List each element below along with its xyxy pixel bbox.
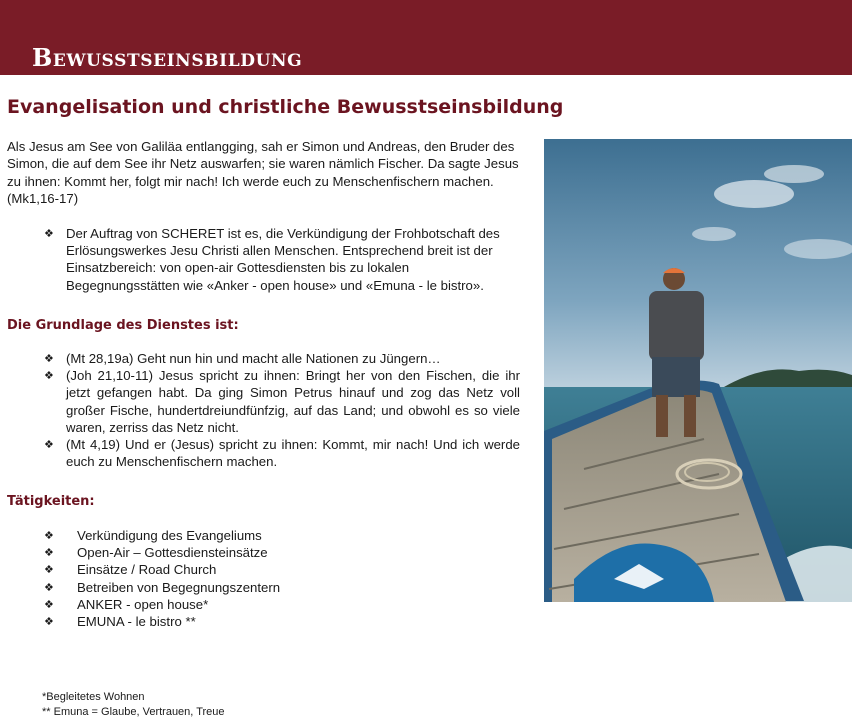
activity-item-text: ANKER - open house* <box>77 596 209 612</box>
diamond-bullet-icon: ❖ <box>44 597 54 611</box>
foundation-item-text: (Mt 28,19a) Geht nun hin und macht alle Nationen zu Jüngern… <box>66 351 441 366</box>
diamond-bullet-icon: ❖ <box>44 227 54 240</box>
diamond-bullet-icon: ❖ <box>44 438 54 452</box>
diamond-bullet-icon: ❖ <box>44 580 54 594</box>
list-item <box>44 225 518 294</box>
activity-item-text: Betreiben von Begegnungszentern <box>77 579 281 595</box>
list-item <box>44 367 520 436</box>
page-title: Evangelisation und christliche Bewusstseinsbildung <box>7 96 564 118</box>
activities-heading: Tätigkeiten: <box>7 494 95 509</box>
mission-item-text: Der Auftrag von SCHERET ist es, die Verkündigung der Frohbotschaft des Erlösungswerkes Jesu Christi allen Menschen. Entsprechend breit ist der Einsatzbereich: von open-air Gottesdiensten bis zu lokalen Begegnungsstätten wie «Anker - open house» und «Emuna - le bistro». <box>66 226 500 293</box>
activities-list <box>44 527 377 630</box>
list-item <box>44 613 377 630</box>
list-item <box>44 544 377 561</box>
header-title: Bewusstseinsbildung <box>32 43 303 72</box>
list-item <box>44 596 377 613</box>
diamond-bullet-icon: ❖ <box>44 546 54 560</box>
list-item <box>44 436 520 470</box>
foundation-list <box>44 350 520 470</box>
list-item <box>44 579 377 596</box>
diamond-bullet-icon: ❖ <box>44 352 54 365</box>
activity-item-text: Verkündigung des Evangeliums <box>77 528 262 543</box>
list-item <box>44 527 377 544</box>
foundation-item-text: (Mt 4,19) Und er (Jesus) spricht zu ihnen: Kommt, mir nach! Und ich werde euch zu Menschenfischern machen. <box>66 437 520 470</box>
footnote: ** Emuna = Glaube, Vertrauen, Treue <box>42 706 225 718</box>
activity-item-text: Einsätze / Road Church <box>77 562 217 578</box>
activity-item-text: Open-Air – Gottesdiensteinsätze <box>77 545 268 561</box>
activity-item-text: EMUNA - le bistro ** <box>77 614 196 630</box>
foundation-item-text: (Joh 21,10-11) Jesus spricht zu ihnen: Bringt her von den Fischen, die ihr jetzt gefangen habt. Da ging Simon Petrus hinauf und zog das Netz voll großer Fische, hundertdreiundfünfzig, auf das Land; und obwohl es so viele waren, zerriss das Netz nicht. <box>66 368 520 435</box>
diamond-bullet-icon: ❖ <box>44 563 54 577</box>
fisherman-boat-photo <box>544 139 852 602</box>
list-item <box>44 350 520 367</box>
list-item <box>44 561 377 578</box>
footnote: *Begleitetes Wohnen <box>42 691 145 703</box>
diamond-bullet-icon: ❖ <box>44 529 54 542</box>
foundation-heading: Die Grundlage des Dienstes ist: <box>7 318 239 333</box>
footnotes <box>42 690 225 720</box>
intro-paragraph: Als Jesus am See von Galiläa entlangging, sah er Simon und Andreas, den Bruder des Simon, die auf dem See ihr Netz auswarfen; sie waren nämlich Fischer. Da sagte Jesus zu ihnen: Kommt her, folgt mir nach! Ich werde euch zu Menschenfischern machen. (Mk1,16-17) <box>7 139 519 207</box>
mission-list <box>44 225 518 294</box>
diamond-bullet-icon: ❖ <box>44 369 54 383</box>
diamond-bullet-icon: ❖ <box>44 615 54 629</box>
